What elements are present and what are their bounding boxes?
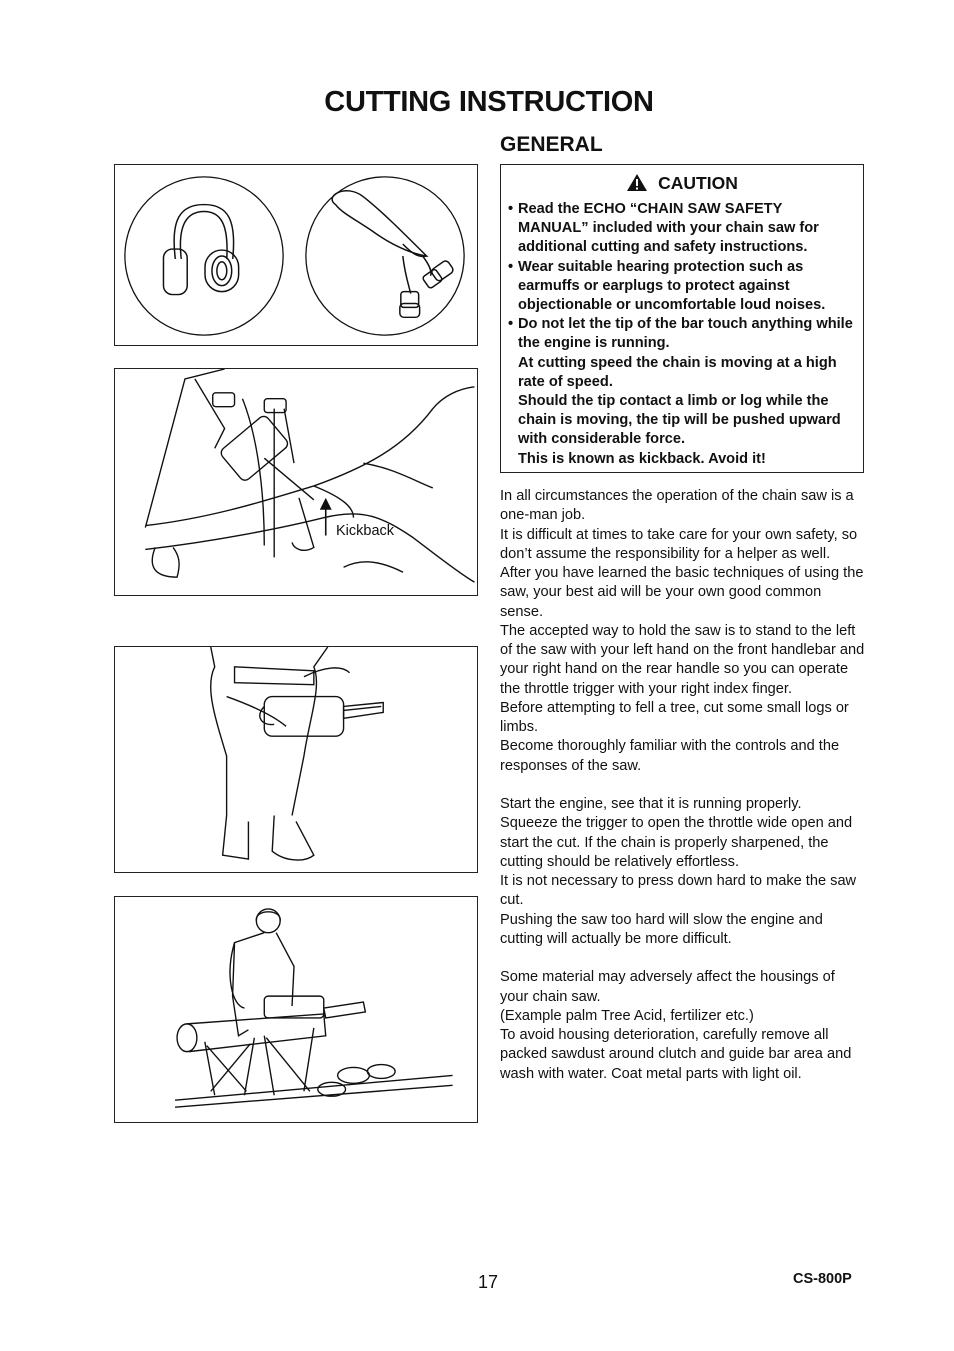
bullet: • bbox=[508, 258, 514, 275]
earmuffs-icon bbox=[163, 205, 238, 295]
caution-heading bbox=[509, 173, 855, 194]
body-paragraph: Become thoroughly familiar with the controls and the responses of the saw. bbox=[500, 738, 840, 774]
body-paragraph: After you have learned the basic techniques of using the saw, your best aid will be your own good common sense. bbox=[500, 565, 864, 620]
hearing-protection-figure bbox=[114, 164, 478, 346]
sawhorse-cutting-illustration bbox=[115, 897, 477, 1122]
kickback-figure bbox=[114, 368, 478, 596]
caution-list bbox=[509, 200, 855, 469]
body-paragraph: Before attempting to fell a tree, cut some small logs or limbs. bbox=[500, 699, 849, 735]
caution-line: Read the ECHO “CHAIN SAW SAFETY MANUAL” included with your chain saw for additional cutting and safety instructions. bbox=[518, 201, 819, 256]
sawhorse-figure bbox=[114, 896, 478, 1123]
caution-heading-text: CAUTION bbox=[658, 173, 738, 193]
body-paragraph: Some material may adversely affect the housings of your chain saw. bbox=[500, 969, 835, 1005]
model-name: CS-800P bbox=[793, 1271, 852, 1287]
caution-item bbox=[509, 200, 855, 258]
operator-stance-figure bbox=[114, 646, 478, 873]
body-paragraph: Squeeze the trigger to open the throttle wide open and start the cut. If the chain is properly sharpened, the cutting should be relatively effortless. bbox=[500, 815, 853, 870]
body-paragraph: Start the engine, see that it is running properly. bbox=[500, 796, 802, 812]
body-text bbox=[500, 487, 866, 1084]
caution-box bbox=[500, 164, 864, 473]
caution-line: This is known as kickback. Avoid it! bbox=[518, 450, 766, 467]
body-paragraph: It is not necessary to press down hard to make the saw cut. bbox=[500, 873, 857, 909]
section-heading: GENERAL bbox=[500, 133, 603, 156]
body-paragraph: It is difficult at times to take care for your own safety, so don’t assume the responsibility for a helper as well. bbox=[500, 526, 858, 562]
bullet: • bbox=[508, 201, 514, 217]
paragraph-gap bbox=[500, 776, 866, 795]
warning-triangle-icon bbox=[626, 173, 648, 192]
body-paragraph: To avoid housing deterioration, carefully remove all packed sawdust around clutch and guide bar area and wash with water. Coat metal parts with light oil. bbox=[500, 1027, 852, 1082]
bullet: • bbox=[508, 316, 514, 333]
body-paragraph: The accepted way to hold the saw is to stand to the left of the saw with your left hand on the front handlebar and your right hand on the rear handle so you can operate the throttle trigger with your right index finger. bbox=[500, 622, 865, 697]
body-paragraph: (Example palm Tree Acid, fertilizer etc.) bbox=[500, 1007, 754, 1024]
earplugs-icon bbox=[332, 191, 454, 318]
page-title: CUTTING INSTRUCTION bbox=[324, 86, 654, 118]
page-number: 17 bbox=[478, 1272, 499, 1292]
body-paragraph: In all circumstances the operation of the chain saw is a one-man job. bbox=[500, 488, 854, 524]
paragraph-gap bbox=[500, 949, 866, 968]
caution-item bbox=[509, 258, 855, 316]
hearing-protection-drawing bbox=[115, 165, 477, 345]
caution-item bbox=[509, 315, 855, 469]
body-paragraph: Pushing the saw too hard will slow the engine and cutting will actually be more difficult. bbox=[500, 911, 823, 947]
kickback-label: Kickback bbox=[336, 523, 395, 539]
operator-stance-illustration bbox=[115, 647, 477, 872]
caution-line: Should the tip contact a limb or log while the chain is moving, the tip will be pushed upward with considerable force. bbox=[518, 393, 841, 448]
caution-line: Do not let the tip of the bar touch anything while the engine is running. bbox=[518, 316, 853, 352]
caution-line: At cutting speed the chain is moving at a high rate of speed. bbox=[518, 354, 837, 390]
caution-line: Wear suitable hearing protection such as earmuffs or earplugs to protect against objectionable or uncomfortable loud noises. bbox=[518, 258, 826, 314]
kickback-illustration bbox=[115, 369, 477, 595]
